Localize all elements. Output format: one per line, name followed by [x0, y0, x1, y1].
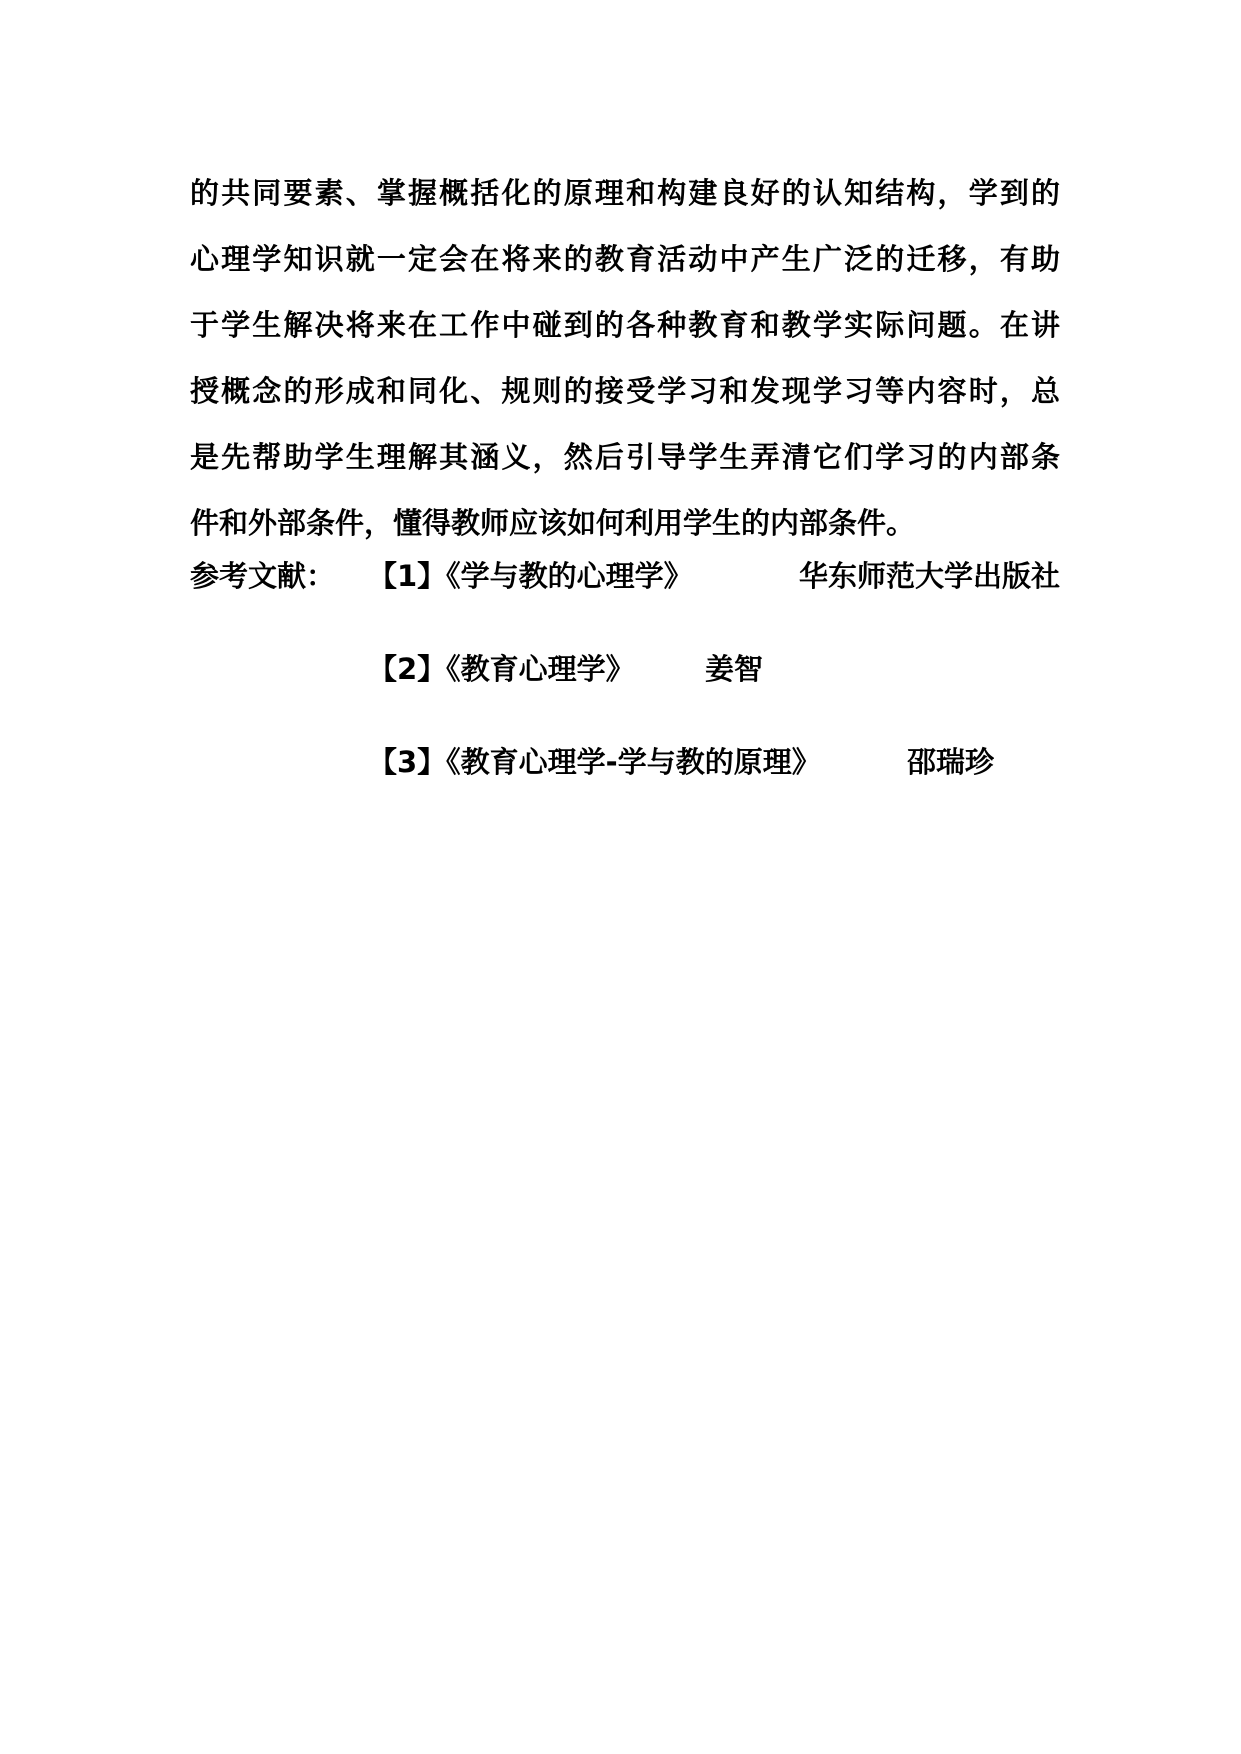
reference-title: 【3】《教育心理学-学与教的原理》 — [368, 745, 821, 779]
paragraph-line: 授概念的形成和同化、规则的接受学习和发现学习等内容时，总 — [190, 374, 1060, 408]
reference-publisher: 华东师范大学出版社 — [798, 559, 1060, 593]
reference-item-3 — [190, 732, 1060, 792]
reference-title: 【2】《教育心理学》 — [368, 652, 635, 686]
paragraph-line: 的共同要素、掌握概括化的原理和构建良好的认知结构，学到的 — [190, 176, 1060, 210]
reference-title: 【1】《学与教的心理学》 — [368, 559, 693, 593]
reference-author: 邵瑞珍 — [907, 745, 995, 779]
reference-author: 姜智 — [705, 652, 764, 686]
paragraph-line: 心理学知识就一定会在将来的教育活动中产生广泛的迁移，有助 — [190, 242, 1060, 276]
paragraph-line: 是先帮助学生理解其涵义，然后引导学生弄清它们学习的内部条 — [190, 440, 1060, 474]
references-section — [190, 546, 1060, 792]
reference-item-1 — [190, 546, 1060, 606]
references-label: 参考文献： — [190, 559, 336, 593]
body-paragraph — [190, 160, 1060, 556]
reference-item-2 — [190, 639, 1060, 699]
paragraph-line: 于学生解决将来在工作中碰到的各种教育和教学实际问题。在讲 — [190, 308, 1060, 342]
paragraph-line: 件和外部条件，懂得教师应该如何利用学生的内部条件。 — [190, 506, 916, 540]
